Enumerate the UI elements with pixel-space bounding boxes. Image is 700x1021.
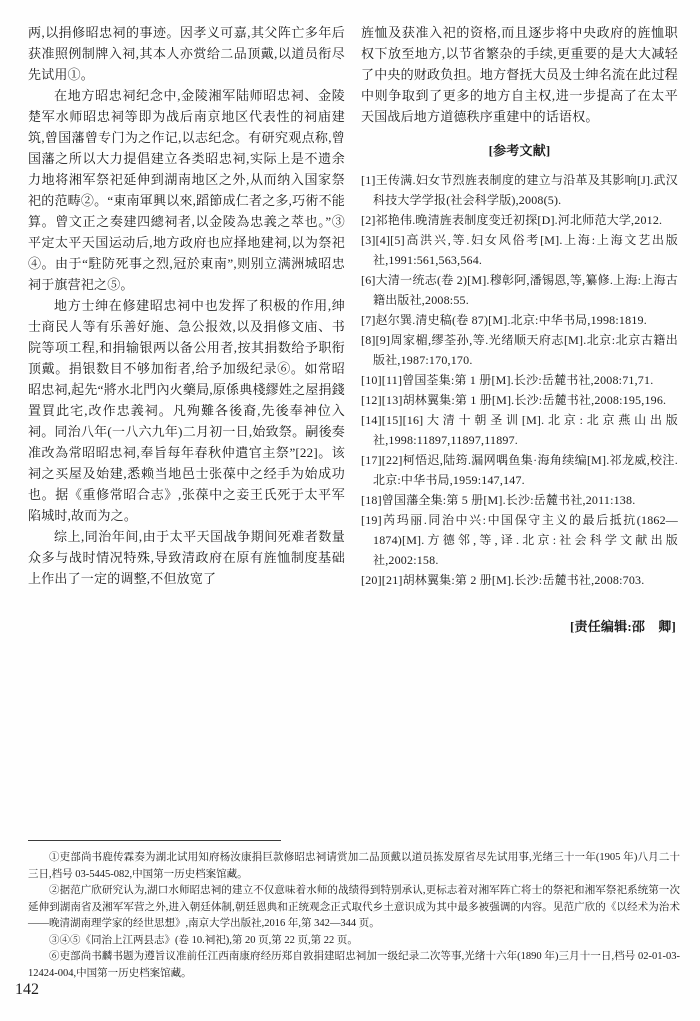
left-column — [28, 22, 345, 637]
right-column — [361, 22, 678, 637]
reference-item: [3][4][5]高洪兴,等.妇女风俗考[M].上海:上海文艺出版社,1991:561,563,564. — [361, 233, 678, 267]
reference-item: [6]大清一统志(卷 2)[M].穆彰阿,潘锡恩,等,纂修.上海:上海古籍出版社,2008:55. — [361, 273, 678, 307]
reference-item: [7]赵尔巽.清史稿(卷 87)[M].北京:中华书局,1998:1819. — [361, 313, 647, 327]
reference-item: [18]曾国藩全集:第 5 册[M].长沙:岳麓书社,2011:138. — [361, 493, 636, 507]
reference-item: [20][21]胡林翼集:第 2 册[M].长沙:岳麓书社,2008:703. — [361, 573, 645, 587]
body-paragraph: 地方士绅在修建昭忠祠中也发挥了积极的作用,绅士商民人等有乐善好施、急公报效,以及捐修文庙、书院等项工程,和捐输银两以备公用者,按其捐数给予职衔顶戴。捐银数目不够加衔者,给予加级纪录⑥。如常昭昭忠祠,起先“將水北門內火藥局,原係典棧繆姓之屋捐錢置買此宅,改作忠義祠。凡殉難各後裔,先後奉神位入祠。同治八年(一八六九年)二月初一日,始致祭。嗣後奏准改為常昭昭忠祠,奉旨每年春秋仲遣官主祭”[22]。该祠之买屋及始建,悉赖当地邑士张葆中之经手为始成功也。据《重修常昭合志》,张葆中之妾王氏死于太平军陷城时,故而为之。 — [28, 298, 345, 523]
footnote-item: ⑥吏部尚书麟书题为遵旨议准前任江西南康府经历郑自敦捐建昭忠祠加一级纪录二次等事,光绪十六年(1890 年)三月十一日,档号 02-01-03-12424-004,中国第一历史档案馆藏。 — [28, 951, 680, 979]
body-paragraph: 综上,同治年间,由于太平天国战争期间死难者数量众多与战时情况特殊,导致清政府在原有旌恤制度基础上作出了一定的调整,不但放宽了 — [28, 529, 345, 586]
reference-item: [2]祁艳伟.晚清旌表制度变迁初探[D].河北师范大学,2012. — [361, 213, 663, 227]
body-paragraph: 旌恤及获准入祀的资格,而且逐步将中央政府的旌恤职权下放至地方,以节省繁杂的手续,更重要的是大大减轻了中央的财政负担。地方督抚大员及士绅名流在此过程中则争取到了更多的地方自主权,进一步提高了在太平天国战后地方道德秩序重建中的话语权。 — [361, 25, 678, 124]
reference-item: [14][15][16]大清十朝圣训[M].北京:北京燕山出版社,1998:11897,11897,11897. — [361, 413, 678, 447]
footnote-item: ③④⑤《同治上江两县志》(卷 10.祠祀),第 20 页,第 22 页,第 22 页。 — [49, 934, 358, 946]
reference-item: [19]芮玛丽.同治中兴:中国保守主义的最后抵抗(1862—1874)[M].方德邻,等,译.北京:社会科学文献出版社,2002:158. — [361, 513, 678, 567]
body-paragraph: 两,以捐修昭忠祠的事迹。因孝义可嘉,其父阵亡多年后获准照例制牌入祠,其本人亦赏给二品顶戴,以道员衔尽先试用①。 — [28, 25, 345, 82]
page-number: 142 — [15, 981, 39, 998]
article-body — [28, 22, 678, 637]
reference-item: [1]王传满.妇女节烈旌表制度的建立与沿革及其影响[J].武汉科技大学学报(社会科学版),2008(5). — [361, 173, 678, 207]
footnote-separator — [28, 840, 281, 841]
editor-note: [责任编辑:邵 卿] — [570, 619, 676, 634]
footnote-item: ②据范广欣研究认为,湖口水师昭忠祠的建立不仅意味着水师的战绩得到特别承认,更标志着对湘军阵亡将士的祭祀和湘军祭祀系统第一次延伸到湖南省及湘军军营之外,进入朝廷体制,朝廷恩典和正统观念正式取代乡土意识成为其中最多被强调的内容。见范广欣的《以经术为治术——晚清湖南理学家的经世思想》,南京大学出版社,2016 年,第 342—344 页。 — [28, 885, 680, 929]
reference-item: [10][11]曾国荃集:第 1 册[M].长沙:岳麓书社,2008:71,71. — [361, 373, 654, 387]
footnote-item: ①吏部尚书鹿传霖奏为湖北试用知府杨汝康捐巨款修昭忠祠请赏加二品顶戴以道员拣发原省尽先试用事,光绪三十一年(1905 年)八月二十三日,档号 03-5445-082,中国第一历史档案馆藏。 — [28, 852, 680, 880]
reference-item: [8][9]周家楣,缪荃孙,等.光绪顺天府志[M].北京:北京古籍出版社,1987:170,170. — [361, 333, 678, 367]
reference-item: [12][13]胡林翼集:第 1 册[M].长沙:岳麓书社,2008:195,196. — [361, 393, 667, 407]
footnotes-section — [28, 840, 680, 982]
references-heading: [参考文献] — [488, 143, 551, 158]
reference-item: [17][22]柯悟迟,陆筠.漏网喁鱼集·海角续编[M].祁龙威,校注.北京:中华书局,1959:147,147. — [361, 453, 678, 487]
body-paragraph: 在地方昭忠祠纪念中,金陵湘军陆师昭忠祠、金陵楚军水师昭忠祠等即为战后南京地区代表性的祠庙建筑,曾国藩曾专门为之作记,以志纪念。有研究观点称,曾国藩之所以大力提倡建立各类昭忠祠,实际上是不遗余力地将湘军祭祀延伸到湖南地区之外,从而纳入国家祭祀的范畴②。“東南軍興以來,蹈節成仁者之多,巧術不能算。曾文正之奏建四總祠者,以金陵為忠義之萃也。”③平定太平天国运动后,地方政府也应择地建祠,以为祭祀④。由于“駐防死事之烈,冠於東南”,则别立满洲城昭忠祠于旗营祀之⑤。 — [28, 88, 345, 292]
